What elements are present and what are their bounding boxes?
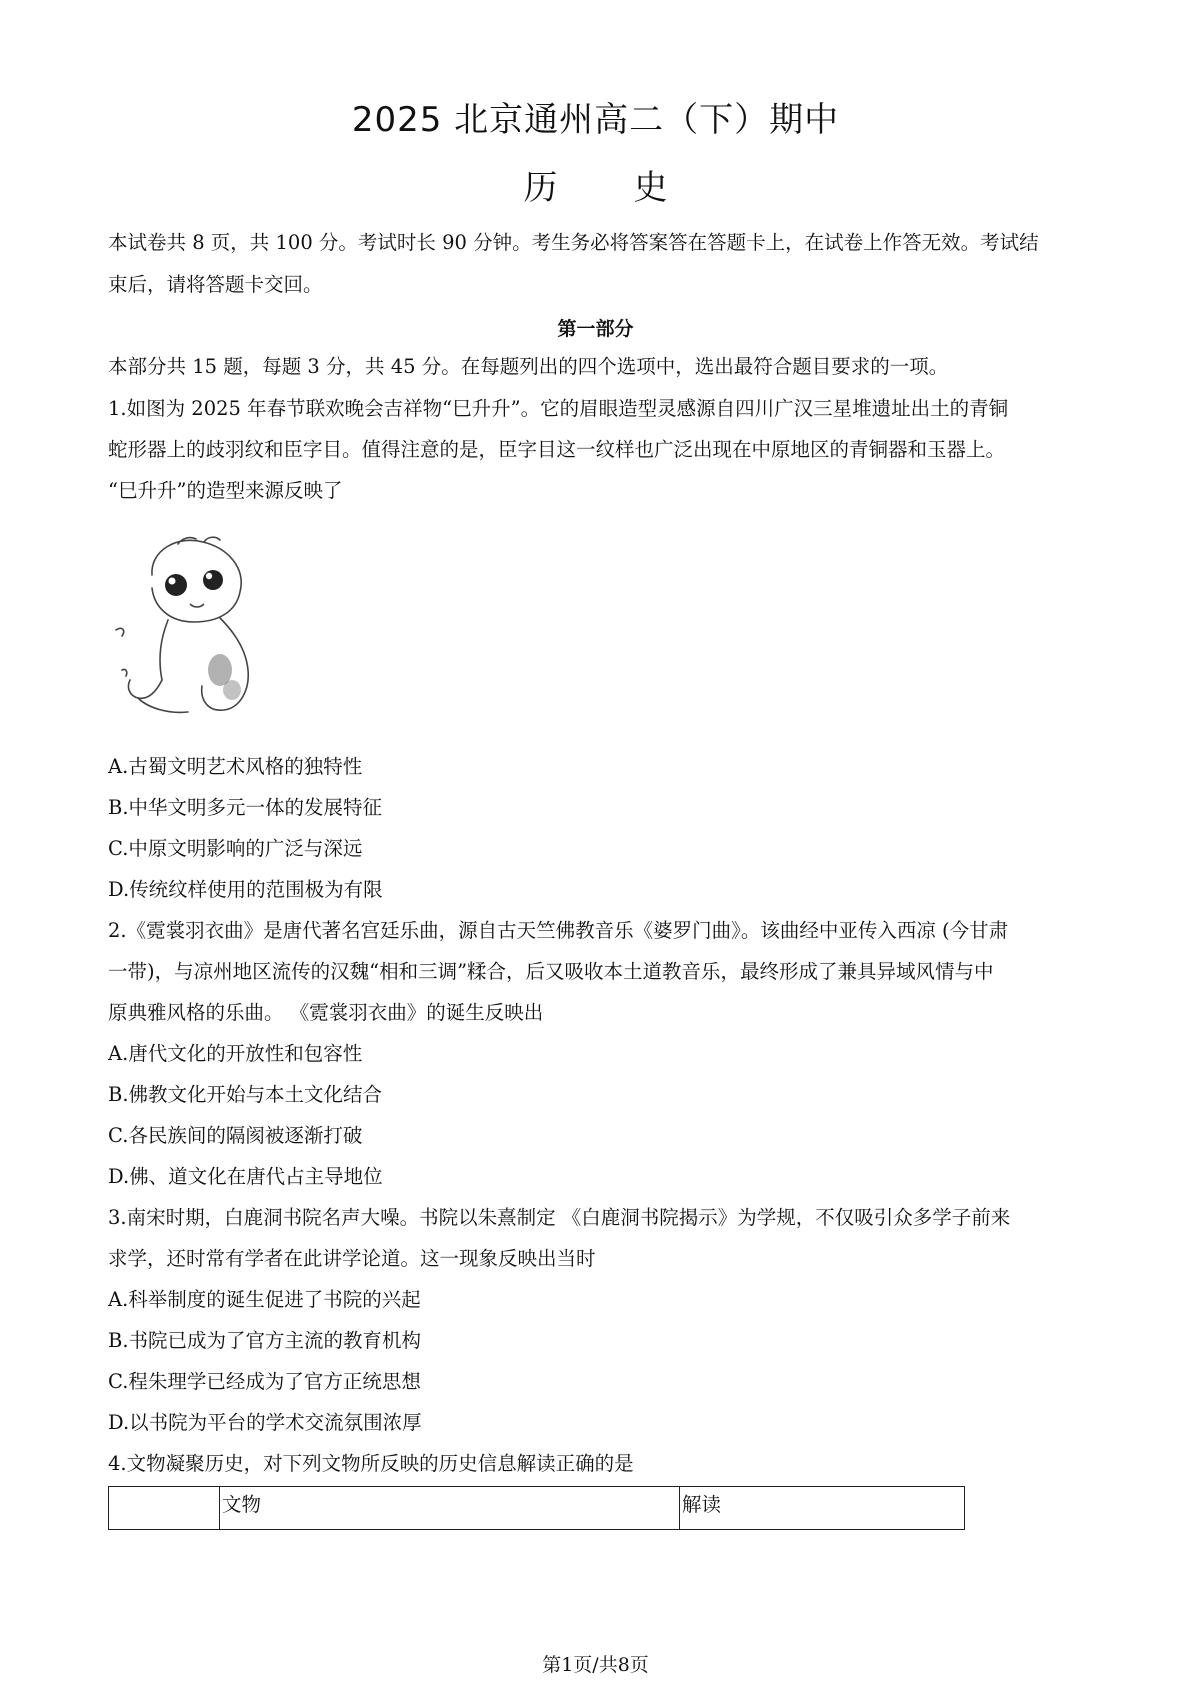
q3-option-a: A.科举制度的诞生促进了书院的兴起 xyxy=(108,1288,421,1311)
q1-option-c: C.中原文明影响的广泛与深远 xyxy=(108,837,363,860)
q2-option-b: B.佛教文化开始与本土文化结合 xyxy=(108,1083,383,1106)
q2-option-a: A.唐代文化的开放性和包容性 xyxy=(108,1042,363,1065)
part-heading: 第一部分 xyxy=(557,318,634,340)
intro-line: 束后，请将答题卡交回。 xyxy=(108,273,323,296)
part-instruction: 本部分共 15 题，每题 3 分，共 45 分。在每题列出的四个选项中，选出最符合题目要求的一项。 xyxy=(108,355,949,378)
q1-option-d: D.传统纹样使用的范围极为有限 xyxy=(108,878,383,901)
q2-stem-line: 一带)，与凉州地区流传的汉魏“相和三调”糅合，后又吸收本土道教音乐，最终形成了兼具异域风情与中 xyxy=(108,960,994,983)
exam-title: 2025 北京通州高二（下）期中 xyxy=(351,100,840,140)
q3-option-b: B.书院已成为了官方主流的教育机构 xyxy=(108,1329,422,1352)
q3-stem-line: 求学，还时常有学者在此讲学论道。这一现象反映出当时 xyxy=(108,1247,596,1270)
table-row xyxy=(109,1487,965,1530)
q1-stem-line: 蛇形器上的歧羽纹和臣字目。值得注意的是，臣字目这一纹样也广泛出现在中原地区的青铜器和玉器上。 xyxy=(108,438,1006,461)
page-footer: 第1页/共8页 xyxy=(542,1654,649,1676)
q1-option-b: B.中华文明多元一体的发展特征 xyxy=(108,796,383,819)
table-header-cell: 文物 xyxy=(220,1487,680,1530)
q1-stem-line: “巳升升”的造型来源反映了 xyxy=(108,479,343,502)
q2-stem-line: 2.《霓裳羽衣曲》是唐代著名宫廷乐曲，源自古天竺佛教音乐《婆罗门曲》。该曲经中亚传入西凉 (今甘肃 xyxy=(108,919,1009,942)
q4-stem: 4.文物凝聚历史，对下列文物所反映的历史信息解读正确的是 xyxy=(108,1452,634,1475)
subject-char-1: 历 xyxy=(523,168,558,208)
intro-line: 本试卷共 8 页，共 100 分。考试时长 90 分钟。考生务必将答案答在答题卡上，在试卷上作答无效。考试结 xyxy=(108,231,1039,254)
q3-stem-line: 3.南宋时期，白鹿洞书院名声大噪。书院以朱熹制定 《白鹿洞书院揭示》为学规，不仅吸引众多学子前来 xyxy=(108,1206,1011,1229)
q3-option-d: D.以书院为平台的学术交流氛围浓厚 xyxy=(108,1411,422,1434)
q2-option-d: D.佛、道文化在唐代占主导地位 xyxy=(108,1165,383,1188)
table-header-cell: 解读 xyxy=(680,1487,965,1530)
table-header-cell xyxy=(109,1487,220,1530)
q2-stem-line: 原典雅风格的乐曲。 《霓裳羽衣曲》的诞生反映出 xyxy=(108,1001,544,1024)
mascot-illustration xyxy=(108,530,268,730)
subject-char-2: 史 xyxy=(633,168,668,208)
q1-stem-line: 1.如图为 2025 年春节联欢晚会吉祥物“巳升升”。它的眉眼造型灵感源自四川广汉三星堆遗址出土的青铜 xyxy=(108,397,1009,420)
q2-option-c: C.各民族间的隔阂被逐渐打破 xyxy=(108,1124,363,1147)
subject-title xyxy=(0,160,1191,209)
q1-option-a: A.古蜀文明艺术风格的独特性 xyxy=(108,755,363,778)
q4-table xyxy=(108,1486,965,1530)
q3-option-c: C.程朱理学已经成为了官方正统思想 xyxy=(108,1370,421,1393)
